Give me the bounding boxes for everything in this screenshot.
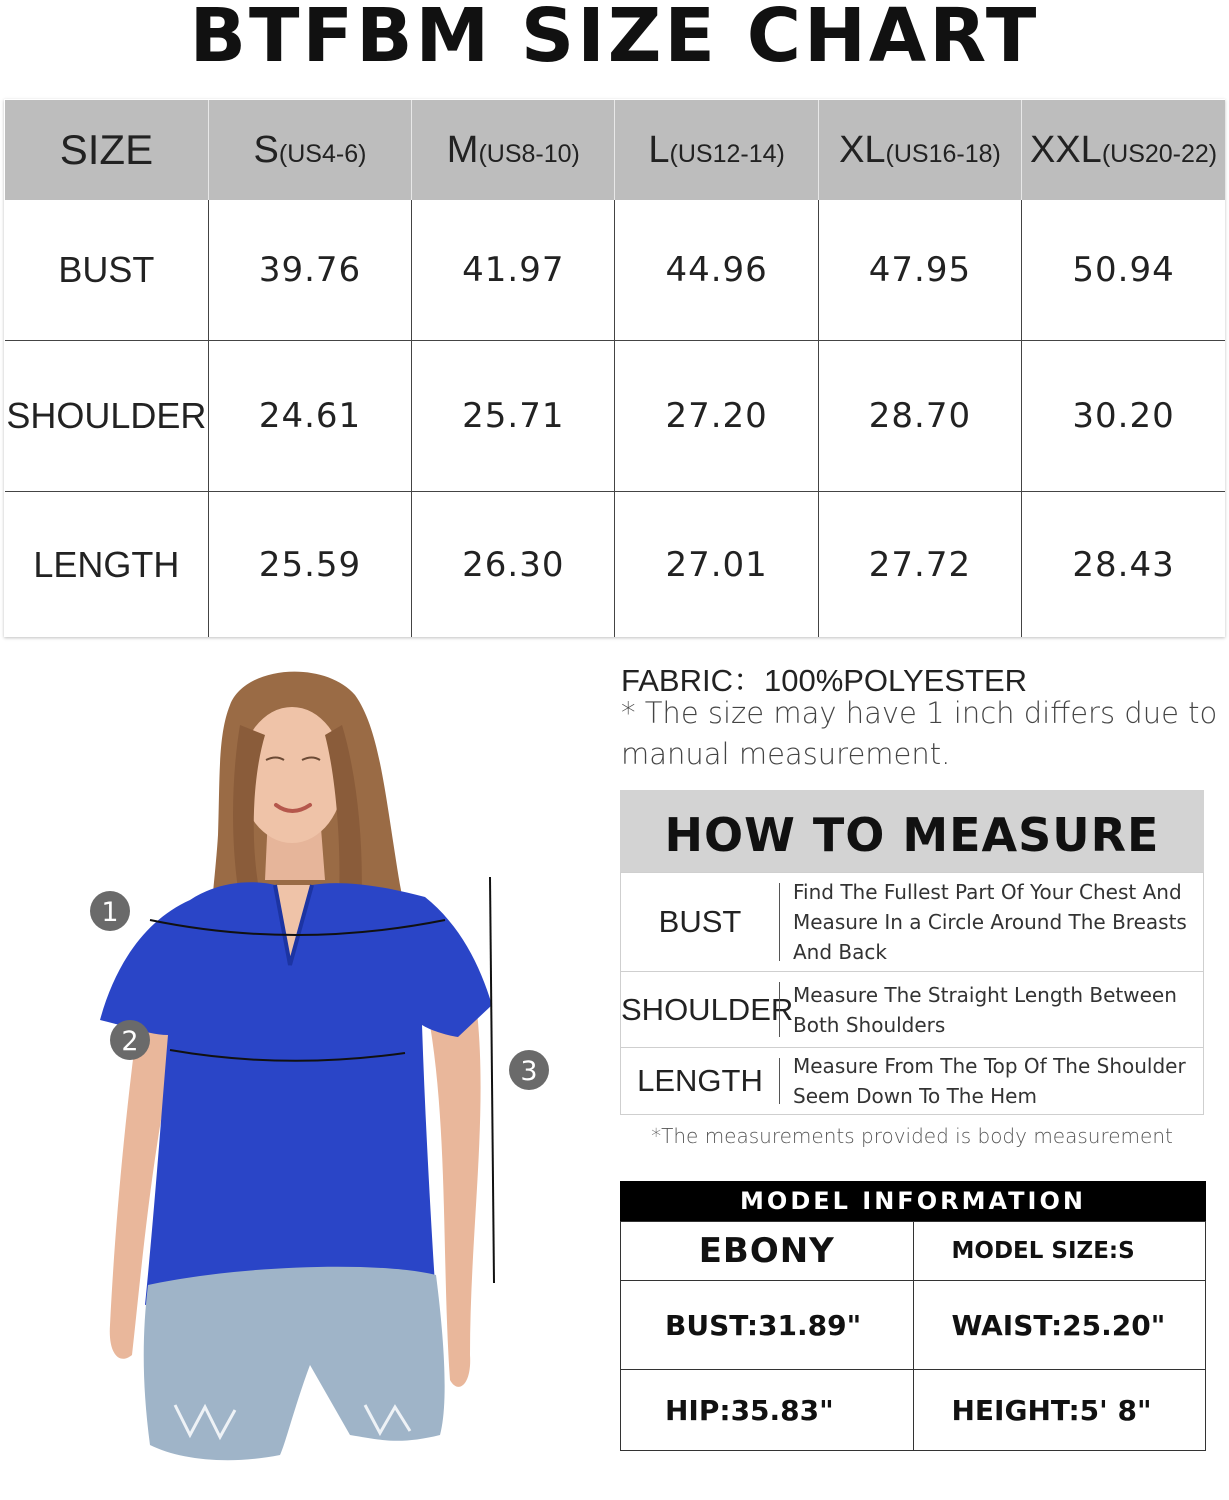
model-height: HEIGHT:5' 8" [913,1370,1206,1451]
how-to-measure-section [620,790,1204,1115]
table-cell: 28.43 [1072,544,1175,585]
size-table-header-row [5,100,1225,200]
size-chart-title: BTFBM SIZE CHART [189,0,1040,79]
table-cell: 39.76 [208,200,411,341]
model-info-row [621,1281,1206,1370]
model-information-section [620,1181,1206,1451]
measure-description [779,873,1204,972]
table-cell: 41.97 [412,200,615,341]
header-sub: (US20-22) [1101,139,1218,168]
header-sub: (US4-6) [278,139,367,168]
header-sub: (US16-18) [885,139,1001,168]
model-info-row [621,1222,1206,1281]
row-label: LENGTH [5,492,208,638]
fabric-info: FABRIC：100%POLYESTER [621,663,1028,698]
measure-row-length [621,1048,1204,1115]
table-row-bust [5,200,1225,341]
header-main: SIZE [59,126,154,173]
model-size: MODEL SIZE:S [913,1222,1206,1281]
length-measure-line [490,877,494,1283]
header-main: XXL [1029,128,1102,171]
header-cell-l [615,100,818,200]
table-row-length [5,492,1225,638]
size-table [5,100,1225,637]
measure-description [779,1048,1204,1115]
body-measurement-note: *The measurements provided is body measurement [651,1124,1173,1148]
table-cell: 26.30 [412,492,615,638]
table-cell: 28.70 [818,341,1021,492]
model-hip: HIP:35.83" [621,1370,914,1451]
measure-row-bust [621,873,1204,972]
table-cell: 27.72 [818,492,1021,638]
table-cell: 47.95 [818,200,1021,341]
model-information-title: MODEL INFORMATION [620,1181,1206,1221]
header-main: S [253,128,279,171]
how-to-measure-title: HOW TO MEASURE [620,790,1204,872]
marker-1-label: 1 [101,897,119,928]
measure-label: LENGTH [621,1048,780,1115]
measure-label: SHOULDER [621,972,780,1048]
measure-description-text: Measure From The Top Of The Shoulder Seem Down To The Hem [793,1054,1186,1108]
header-sub: (US8-10) [478,139,580,168]
header-cell-xxl [1022,100,1225,200]
model-information-table [620,1221,1206,1451]
header-sub: (US12-14) [669,139,785,168]
header-main: M [446,128,479,171]
model-illustration [80,665,560,1497]
table-cell: 27.20 [615,341,818,492]
model-waist: WAIST:25.20" [913,1281,1206,1370]
size-note: * The size may have 1 inch differs due to manual measurement. [621,696,1218,771]
measure-description-text: Measure The Straight Length Between Both Shoulders [793,982,1177,1037]
table-cell: 50.94 [1022,200,1225,341]
table-row-shoulder [5,341,1225,492]
measure-description-text: Find The Fullest Part Of Your Chest And Measure In a Circle Around The Breasts And Back [793,880,1187,964]
table-cell: 27.01 [615,492,818,638]
header-main: XL [839,128,886,171]
row-label: SHOULDER [5,341,208,492]
measure-description [779,972,1204,1048]
row-label: BUST [5,200,208,341]
header-main: L [648,128,670,171]
header-cell-m [412,100,615,200]
header-cell-size [5,100,208,200]
marker-3-label: 3 [520,1056,538,1087]
model-bust: BUST:31.89" [621,1281,914,1370]
measure-label: BUST [621,873,780,972]
table-cell: 44.96 [615,200,818,341]
table-cell: 25.59 [208,492,411,638]
measure-row-shoulder [621,972,1204,1048]
header-cell-s [208,100,411,200]
table-cell: 24.61 [208,341,411,492]
header-cell-xl [818,100,1021,200]
marker-2-label: 2 [121,1026,139,1057]
model-info-row [621,1370,1206,1451]
model-name: EBONY [621,1222,914,1281]
table-cell: 30.20 [1022,341,1225,492]
how-to-measure-table [620,872,1204,1115]
table-cell: 25.71 [412,341,615,492]
